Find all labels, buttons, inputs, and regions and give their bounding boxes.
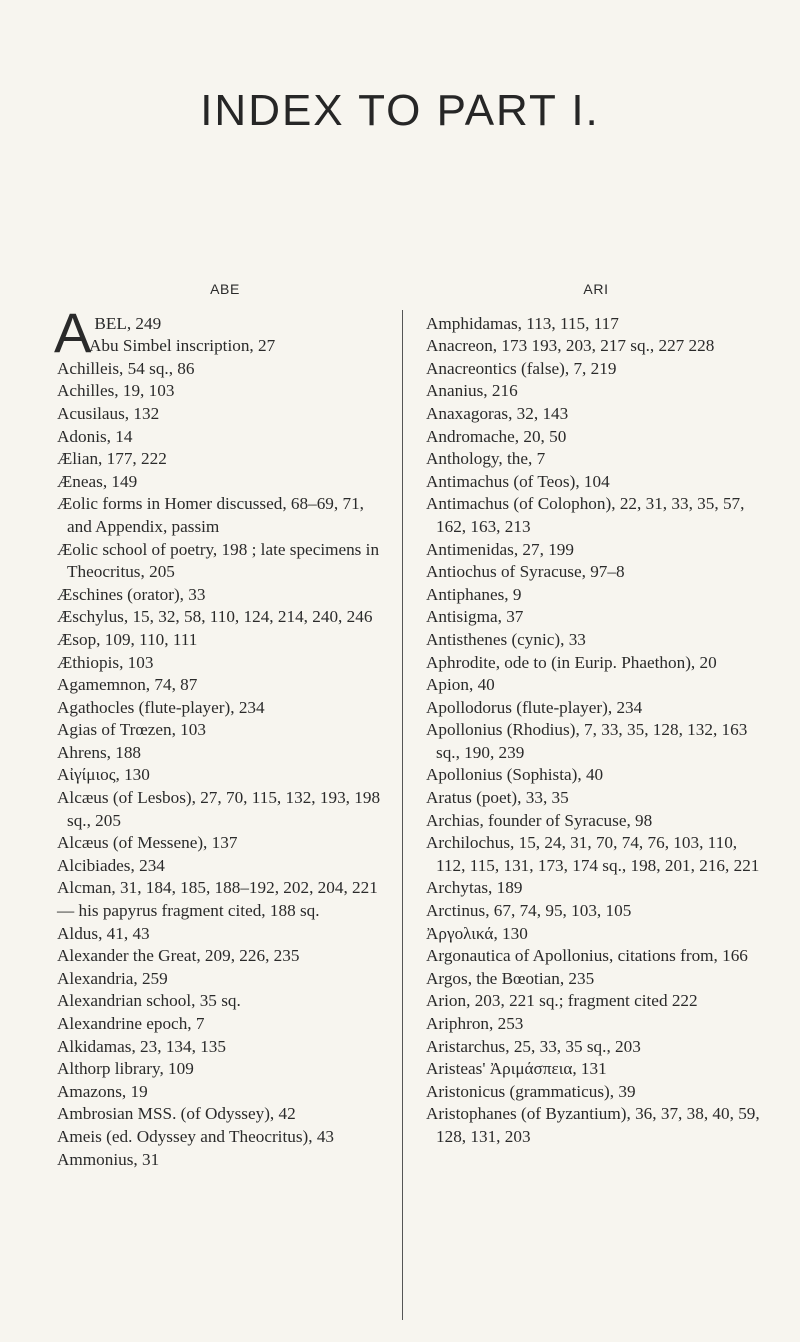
index-entry: Antimachus (of Teos), 104 (426, 471, 610, 491)
index-entry: Apion, 40 (426, 675, 495, 695)
index-entry: Anacreon, 173 193, 203, 217 sq., 227 228 (426, 336, 715, 356)
index-entry: Argos, the Bœotian, 235 (426, 968, 595, 988)
index-entry: Aphrodite, ode to (in Eurip. Phaethon), 20 (426, 652, 717, 672)
index-entry: Archilochus, 15, 24, 31, 70, 74, 76, 103, 110, 112, 115, 131, 173, 174 sq., 198, 201, 216, 221 (426, 833, 760, 875)
index-entry: Ariphron, 253 (426, 1014, 524, 1033)
page-title: INDEX TO PART I. (200, 86, 600, 135)
index-entry: Archytas, 189 (426, 878, 523, 898)
index-entry: Aristeas' Ἀριμάσπεια, 131 (426, 1059, 607, 1079)
index-entry: Alcibiades, 234 (57, 855, 165, 875)
index-entry: A BEL, 249 (54, 300, 162, 364)
index-entry: Æsop, 109, 110, 111 (57, 629, 198, 649)
index-entry: Agamemnon, 74, 87 (57, 675, 198, 695)
index-entry: Alexandria, 259 (57, 968, 168, 988)
index-entry: Arctinus, 67, 74, 95, 103, 105 (426, 901, 632, 921)
index-entry: Αἰγίμιος, 130 (57, 765, 150, 785)
index-entry: Antiphanes, 9 (426, 584, 522, 604)
index-entry: Arion, 203, 221 sq.; fragment cited 222 (426, 991, 698, 1011)
index-entry: Ælian, 177, 222 (57, 449, 167, 469)
index-entry: Argonautica of Apollonius, citations from, 166 (426, 946, 748, 966)
index-entry: Alexandrian school, 35 sq. (57, 991, 241, 1011)
index-entry: Ameis (ed. Odyssey and Theocritus), 43 (57, 1126, 335, 1146)
index-entry: Agathocles (flute-player), 234 (57, 697, 265, 717)
index-entry: Antisigma, 37 (426, 607, 524, 627)
drop-cap: A (54, 300, 92, 364)
index-entry: Aristarchus, 25, 33, 35 sq., 203 (426, 1036, 641, 1056)
index-entry: Ahrens, 188 (57, 742, 142, 762)
index-entry: Æneas, 149 (57, 471, 138, 491)
index-entry: Apollonius (Rhodius), 7, 33, 35, 128, 132, 163 sq., 190, 239 (426, 720, 748, 762)
index-entry: Acusilaus, 132 (57, 403, 160, 423)
index-entry: Æolic school of poetry, 198 ; late specimens in Theocritus, 205 (57, 539, 380, 582)
index-entry: Alcæus (of Messene), 137 (57, 833, 238, 853)
index-entry: Ἀργολικά, 130 (426, 923, 528, 943)
index-entry: Ambrosian MSS. (of Odyssey), 42 (57, 1104, 296, 1124)
index-entry: Alexandrine epoch, 7 (57, 1014, 205, 1033)
index-entry: Althorp library, 109 (57, 1059, 194, 1079)
index-entry: Aristonicus (grammaticus), 39 (426, 1081, 636, 1101)
index-entry: Æthiopis, 103 (57, 652, 154, 672)
index-entry: Æolic forms in Homer discussed, 68–69, 71, and Appendix, passim (57, 494, 364, 536)
index-entry: Andromache, 20, 50 (426, 426, 567, 446)
index-entry: Amphidamas, 113, 115, 117 (426, 313, 619, 333)
index-entry: Abu Simbel inscription, 27 (89, 336, 276, 356)
index-entry: Anaxagoras, 32, 143 (426, 403, 569, 423)
index-entry: Achilleis, 54 sq., 86 (57, 358, 195, 378)
running-head-left: ABE (210, 281, 240, 297)
index-entry: Æschines (orator), 33 (57, 584, 206, 604)
index-entry: Aratus (poet), 33, 35 (426, 788, 569, 808)
index-entry: Alcæus (of Lesbos), 27, 70, 115, 132, 193, 198 sq., 205 (57, 788, 381, 830)
index-entry: Ananius, 216 (426, 381, 518, 401)
index-entry: Antisthenes (cynic), 33 (426, 629, 586, 649)
index-entry: Anthology, the, 7 (426, 449, 546, 469)
index-entry: Adonis, 14 (57, 426, 133, 446)
index-entry: Anacreontics (false), 7, 219 (426, 358, 617, 378)
index-entry: Ammonius, 31 (57, 1149, 160, 1169)
index-entry: Archias, founder of Syracuse, 98 (426, 810, 653, 830)
index-entry: Antimachus (of Colophon), 22, 31, 33, 35, 57, 162, 163, 213 (426, 494, 745, 536)
index-entry: Apollonius (Sophista), 40 (426, 765, 604, 785)
index-entry: Æschylus, 15, 32, 58, 110, 124, 214, 240, 246 (57, 607, 373, 627)
index-entry: Agias of Trœzen, 103 (57, 720, 206, 740)
index-entry: Achilles, 19, 103 (57, 381, 175, 401)
running-head-right: ARI (583, 281, 609, 297)
index-entry: Amazons, 19 (57, 1081, 148, 1101)
index-entry: Antimenidas, 27, 199 (426, 539, 574, 559)
index-entry: Alkidamas, 23, 134, 135 (57, 1036, 226, 1056)
index-entry: Aristophanes (of Byzantium), 36, 37, 38, 40, 59, 128, 131, 203 (426, 1104, 760, 1146)
index-column-left (54, 278, 393, 1171)
index-column-right (426, 278, 766, 1149)
index-entry: Antiochus of Syracuse, 97–8 (426, 562, 625, 582)
column-divider (402, 310, 403, 1320)
index-entry: Alcman, 31, 184, 185, 188–192, 202, 204, 221 (57, 878, 378, 898)
index-entry: Aldus, 41, 43 (57, 923, 150, 943)
index-entry: Alexander the Great, 209, 226, 235 (57, 946, 300, 966)
index-entry: — his papyrus fragment cited, 188 sq. (57, 901, 320, 921)
index-entry: Apollodorus (flute-player), 234 (426, 697, 643, 717)
